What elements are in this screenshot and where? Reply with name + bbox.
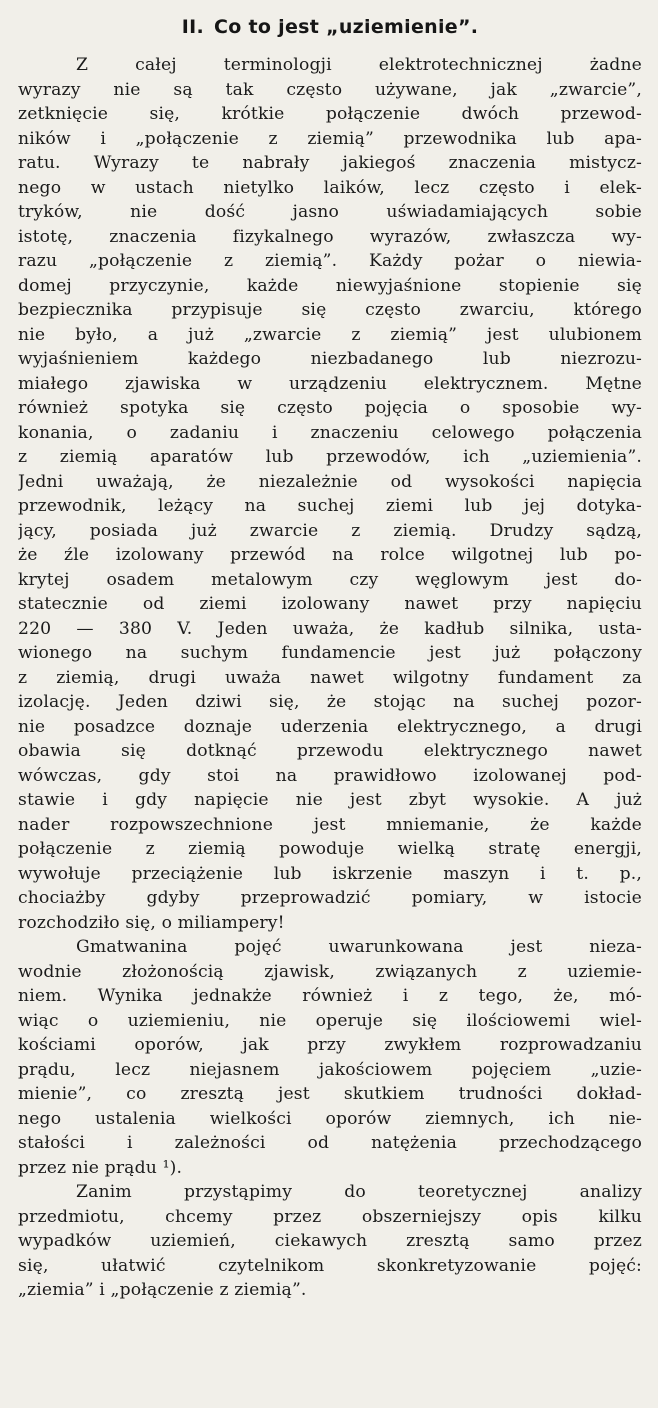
text-line: stawie i gdy napięcie nie jest zbyt wysokie. A już — [18, 790, 642, 810]
text-line: z ziemią, drugi uważa nawet wilgotny fundament za — [18, 667, 642, 688]
text-line: izolację. Jeden dziwi się, że stojąc na suchej pozor- — [18, 692, 642, 712]
text-line: jący, posiada już zwarcie z ziemią. Drudzy sądzą, — [18, 520, 642, 541]
text-line: nego ustalenia wielkości oporów ziemnych, ich nie- — [18, 1108, 642, 1129]
text-line: kościami oporów, jak przy zwykłem rozprowadzaniu — [18, 1035, 642, 1055]
text-line: wypadków uziemień, ciekawych zresztą samo przez — [18, 1231, 642, 1251]
text-line: się, ułatwić czytelnikom skonkretyzowanie pojęć: — [18, 1255, 642, 1276]
section-title: Co to jest „uziemienie”. — [214, 16, 479, 38]
text-line: stałości i zależności od natężenia przechodzącego — [18, 1133, 642, 1153]
text-line: miałego zjawiska w urządzeniu elektrycznem. Mętne — [18, 373, 642, 394]
text-line: ratu. Wyrazy te nabrały jakiegoś znaczenia mistycz- — [18, 153, 642, 173]
body-text — [18, 53, 642, 1303]
text-line: statecznie od ziemi izolowany nawet przy napięciu — [18, 594, 642, 614]
text-line: wyjaśnieniem każdego niezbadanego lub niezrozu- — [18, 349, 642, 369]
text-line: konania, o zadaniu i znaczeniu celowego połączenia — [18, 422, 642, 443]
text-line: również spotyka się często pojęcia o sposobie wy- — [18, 398, 642, 418]
text-line: nie posadzce doznaje uderzenia elektrycznego, a drugi — [18, 716, 642, 737]
text-line: wodnie złożonością zjawisk, związanych z uziemie- — [18, 961, 642, 982]
text-line: rozchodziło się, o miliampery! — [18, 912, 285, 933]
text-line: tryków, nie dość jasno uświadamiających sobie — [18, 202, 642, 222]
text-line: wionego na suchym fundamencie jest już połączony — [18, 643, 642, 663]
text-line: bezpiecznika przypisuje się często zwarciu, którego — [18, 300, 642, 320]
text-line: ników i „połączenie z ziemią” przewodnika lub apa- — [18, 128, 642, 149]
text-line: wiąc o uziemieniu, nie operuje się ilościowemi wiel- — [18, 1010, 642, 1031]
text-line: wywołuje przeciążenie lub iskrzenie maszyn i t. p., — [18, 863, 642, 884]
paragraph — [18, 1180, 642, 1303]
text-line: z ziemią aparatów lub przewodów, ich „uziemienia”. — [18, 447, 642, 467]
text-line: „ziemia” i „połączenie z ziemią”. — [18, 1280, 307, 1300]
text-line: obawia się dotknąć przewodu elektrycznego nawet — [18, 741, 642, 761]
text-line: że źle izolowany przewód na rolce wilgotnej lub po- — [18, 545, 642, 565]
text-line: Gmatwanina pojęć uwarunkowana jest nieza- — [76, 937, 642, 957]
text-line: istotę, znaczenia fizykalnego wyrazów, zwłaszcza wy- — [18, 226, 642, 247]
paragraph — [18, 935, 642, 1180]
text-line: przedmiotu, chcemy przez obszerniejszy opis kilku — [18, 1206, 642, 1227]
text-line: Z całej terminologji elektrotechnicznej żadne — [76, 55, 642, 75]
text-line: wówczas, gdy stoi na prawidłowo izolowanej pod- — [18, 765, 642, 786]
text-line: przewodnik, leżący na suchej ziemi lub jej dotyka- — [18, 496, 642, 516]
section-number: II. — [181, 16, 204, 38]
text-line: Zanim przystąpimy do teoretycznej analizy — [76, 1182, 642, 1202]
text-line: domej przyczynie, każde niewyjaśnione stopienie się — [18, 275, 642, 296]
text-line: wyrazy nie są tak często używane, jak „zwarcie”, — [18, 79, 642, 100]
text-line: połączenie z ziemią powoduje wielką stratę energji, — [18, 839, 642, 859]
text-line: nego w ustach nietylko laików, lecz często i elek- — [18, 177, 642, 198]
text-line: krytej osadem metalowym czy węglowym jest do- — [18, 569, 642, 590]
text-line: Jedni uważają, że niezależnie od wysokości napięcia — [18, 471, 642, 492]
text-line: prądu, lecz niejasnem jakościowem pojęciem „uzie- — [18, 1059, 642, 1080]
text-line: 220 — 380 V. Jeden uważa, że kadłub silnika, usta- — [18, 618, 642, 639]
section-heading — [18, 10, 642, 44]
text-line: przez nie prądu ¹). — [18, 1157, 183, 1178]
text-line: niem. Wynika jednakże również i z tego, że, mó- — [18, 986, 642, 1006]
text-line: chociażby gdyby przeprowadzić pomiary, w istocie — [18, 888, 642, 908]
paragraph — [18, 53, 642, 935]
text-line: mienie”, co zresztą jest skutkiem trudności dokład- — [18, 1084, 642, 1104]
text-line: nie było, a już „zwarcie z ziemią” jest ulubionem — [18, 324, 642, 345]
text-line: zetknięcie się, krótkie połączenie dwóch przewod- — [18, 104, 642, 124]
text-line: razu „połączenie z ziemią”. Każdy pożar o niewia- — [18, 251, 642, 271]
text-line: nader rozpowszechnione jest mniemanie, że każde — [18, 814, 642, 835]
